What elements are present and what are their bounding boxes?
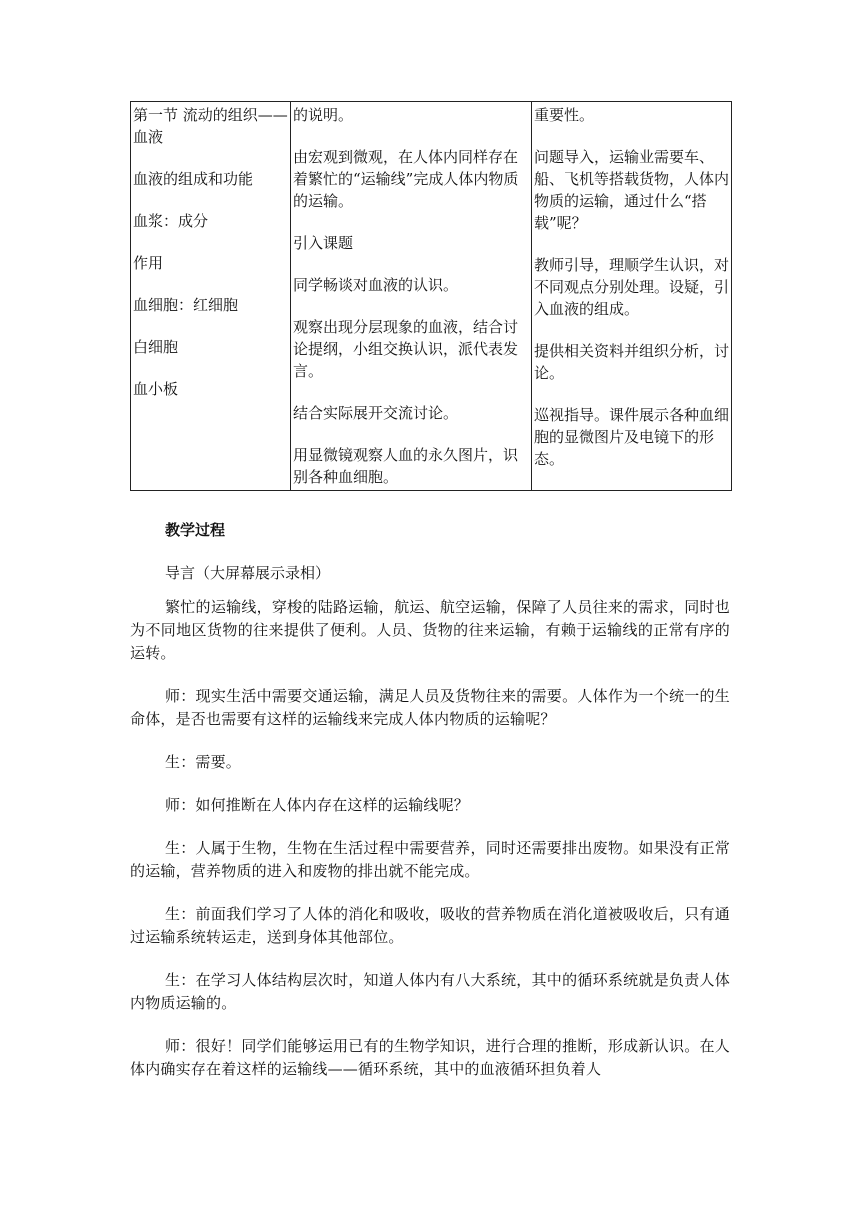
activity-item: 的说明。 bbox=[293, 106, 354, 124]
activity-item: 用显微镜观察人血的永久图片，识别各种血细胞。 bbox=[293, 446, 519, 486]
paragraph: 繁忙的运输线，穿梭的陆路运输，航运、航空运输，保障了人员往来的需求，同时也为不同地区货物的往来提供了便利。人员、货物的往来运输，有赖于运输线的正常有序的运转。 bbox=[130, 598, 730, 662]
content-item: 血细胞：红细胞 bbox=[133, 296, 239, 314]
lesson-plan-table bbox=[130, 101, 732, 491]
activity-item: 由宏观到微观，在人体内同样存在着繁忙的“运输线”完成人体内物质的运输。 bbox=[293, 148, 519, 210]
paragraph: 生：在学习人体结构层次时，知道人体内有八大系统，其中的循环系统就是负责人体内物质运输的。 bbox=[130, 971, 730, 1012]
section-heading: 教学过程 bbox=[165, 521, 226, 539]
paragraph: 师：现实生活中需要交通运输，满足人员及货物往来的需要。人体作为一个统一的生命体，是否也需要有这样的运输线来完成人体内物质的运输呢？ bbox=[130, 687, 730, 728]
teacher-item: 问题导入，运输业需要车、船、飞机等搭载货物，人体内物质的运输，通过什么“搭载”呢？ bbox=[534, 148, 730, 232]
activity-item: 结合实际展开交流讨论。 bbox=[293, 404, 459, 422]
paragraph: 生：人属于生物，生物在生活过程中需要营养，同时还需要排出废物。如果没有正常的运输，营养物质的进入和废物的排出就不能完成。 bbox=[130, 839, 730, 880]
content-item: 血浆：成分 bbox=[133, 212, 209, 230]
paragraph: 师：如何推断在人体内存在这样的运输线呢？ bbox=[165, 796, 470, 814]
student-activity-column bbox=[291, 102, 532, 491]
content-item: 作用 bbox=[133, 254, 164, 272]
teacher-activity-column bbox=[532, 102, 732, 491]
content-item: 第一节 流动的组织——血液 bbox=[133, 106, 288, 146]
content-item: 血小板 bbox=[133, 380, 179, 398]
content-column bbox=[131, 102, 291, 491]
paragraph: 师：很好！同学们能够运用已有的生物学知识，进行合理的推断，形成新认识。在人体内确实存在着这样的运输线——循环系统，其中的血液循环担负着人 bbox=[130, 1037, 730, 1078]
content-item: 白细胞 bbox=[133, 338, 179, 356]
teacher-item: 重要性。 bbox=[534, 106, 595, 124]
activity-item: 观察出现分层现象的血液，结合讨论提纲，小组交换认识，派代表发言。 bbox=[293, 318, 519, 380]
teacher-item: 巡视指导。课件展示各种血细胞的显微图片及电镜下的形态。 bbox=[534, 406, 730, 468]
table-row bbox=[131, 102, 732, 491]
teacher-item: 教师引导，理顺学生认识，对不同观点分别处理。设疑，引入血液的组成。 bbox=[534, 256, 730, 318]
paragraph: 生：需要。 bbox=[165, 753, 242, 771]
paragraph: 生：前面我们学习了人体的消化和吸收，吸收的营养物质在消化道被吸收后，只有通过运输系统转运走，送到身体其他部位。 bbox=[130, 905, 730, 946]
introduction-subheading: 导言（大屏幕展示录相） bbox=[165, 564, 331, 582]
content-item: 血液的组成和功能 bbox=[133, 170, 254, 188]
activity-item: 引入课题 bbox=[293, 234, 354, 252]
activity-item: 同学畅谈对血液的认识。 bbox=[293, 276, 459, 294]
body-text bbox=[130, 596, 730, 1101]
teacher-item: 提供相关资料并组织分析，讨论。 bbox=[534, 342, 730, 382]
